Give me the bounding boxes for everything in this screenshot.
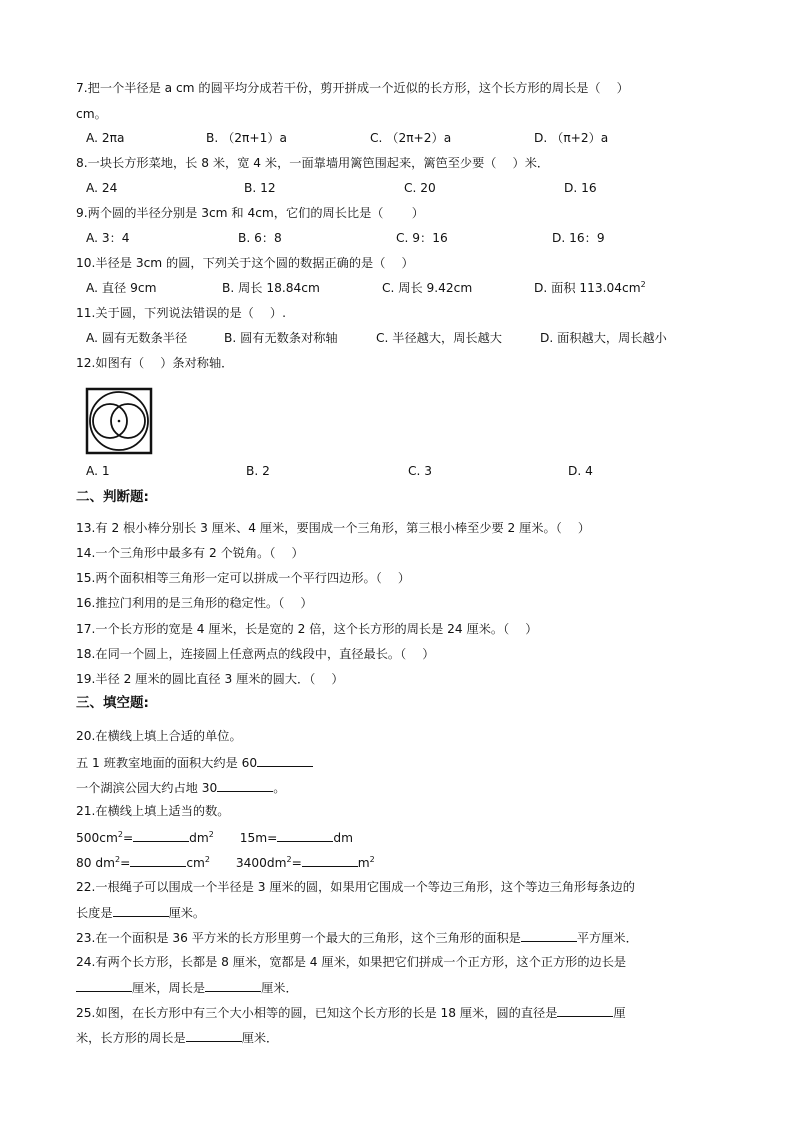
- answer-blank[interactable]: [130, 854, 186, 867]
- superscript: 2: [204, 855, 210, 864]
- q18-stem: 18.在同一个圆上，连接圆上任意两点的线段中，直径最长。（ ）: [76, 647, 435, 661]
- superscript: 2: [369, 855, 375, 864]
- q24-text-a: 厘米，周长是: [132, 981, 206, 995]
- answer-blank[interactable]: [521, 929, 577, 942]
- q23-text-b: 平方厘米．: [576, 931, 638, 945]
- q22-stem: 22.一根绳子可以围成一个半径是 3 厘米的圆，如果用它围成一个等边三角形，这个等边三角形每条边的: [76, 880, 635, 894]
- q9-option-c[interactable]: C. 9：16: [396, 231, 448, 245]
- q11-option-c[interactable]: C. 半径越大，周长越大: [376, 331, 502, 345]
- answer-blank[interactable]: [205, 979, 261, 992]
- q12-stem: 12.如图有（ ）条对称轴．: [76, 356, 234, 370]
- q10-option-c[interactable]: C. 周长 9.42cm: [382, 281, 473, 295]
- q11-option-b[interactable]: B. 圆有无数条对称轴: [224, 331, 338, 345]
- q10-option-d[interactable]: [534, 280, 646, 296]
- unit: dm: [189, 831, 209, 845]
- superscript: 2: [286, 855, 292, 864]
- answer-blank[interactable]: [257, 754, 313, 767]
- q25-stem-cont: [76, 1029, 278, 1046]
- q10-option-d-text: D. 面积 113.04cm: [534, 281, 641, 295]
- q20-item-b: [76, 779, 285, 796]
- q7-option-c[interactable]: C. （2π+2）a: [370, 131, 452, 145]
- q21-stem: 21.在横线上填上适当的数。: [76, 804, 230, 818]
- section-judgement-title: 二、判断题:: [76, 489, 149, 505]
- q8-option-a[interactable]: A. 24: [86, 181, 118, 195]
- answer-blank[interactable]: [76, 979, 132, 992]
- q25-text-a: 25.如图，在长方形中有三个大小相等的圆，已知这个长方形的长是 18 厘米，圆的直径是: [76, 1006, 558, 1020]
- answer-blank[interactable]: [277, 829, 333, 842]
- q17-stem: 17.一个长方形的宽是 4 厘米，长是宽的 2 倍，这个长方形的周长是 24 厘米。（ ）: [76, 622, 538, 636]
- q11-option-d[interactable]: D. 面积越大，周长越小: [540, 331, 667, 345]
- equals: =: [120, 856, 131, 870]
- answer-blank[interactable]: [186, 1029, 242, 1042]
- q22-stem-cont: [76, 904, 205, 921]
- q8-stem: 8.一块长方形菜地，长 8 米，宽 4 米，一面靠墙用篱笆围起来，篱笆至少要（ ）米．: [76, 156, 550, 170]
- q20-item-a: [76, 754, 313, 771]
- superscript: 2: [208, 830, 214, 839]
- q9-option-a[interactable]: A. 3：4: [86, 231, 130, 245]
- q22-text-a: 长度是: [76, 906, 113, 920]
- q7-option-b[interactable]: B. （2π+1）a: [206, 131, 288, 145]
- q23-stem: [76, 929, 638, 946]
- superscript: 2: [640, 280, 646, 289]
- q11-stem: 11.关于圆，下列说法错误的是（ ）.: [76, 306, 286, 320]
- q8-option-d[interactable]: D. 16: [564, 181, 597, 195]
- q12-option-d[interactable]: D. 4: [568, 464, 593, 478]
- q12-figure: [84, 386, 154, 456]
- q14-stem: 14.一个三角形中最多有 2 个锐角。（ ）: [76, 546, 304, 560]
- unit: cm: [186, 856, 205, 870]
- q8-option-b[interactable]: B. 12: [244, 181, 276, 195]
- q10-option-a[interactable]: A. 直径 9cm: [86, 281, 157, 295]
- q22-text-b: 厘米。: [168, 906, 206, 920]
- equals: =: [291, 856, 302, 870]
- superscript: 2: [115, 855, 121, 864]
- q10-option-b[interactable]: B. 周长 18.84cm: [222, 281, 320, 295]
- q24-stem: 24.有两个长方形，长都是 8 厘米，宽都是 4 厘米，如果把它们拼成一个正方形，这个正方形的边长是: [76, 955, 627, 969]
- q20-b-end: 。: [273, 781, 286, 795]
- answer-blank[interactable]: [302, 854, 358, 867]
- q7-stem: 7.把一个半径是 a cm 的圆平均分成若干份，剪开拼成一个近似的长方形，这个长方形的周长是（ ）: [76, 81, 629, 95]
- q24-stem-cont: [76, 979, 298, 996]
- answer-blank[interactable]: [557, 1004, 613, 1017]
- unit: dm: [333, 831, 353, 845]
- answer-blank[interactable]: [133, 829, 189, 842]
- q13-stem: 13.有 2 根小棒分别长 3 厘米、4 厘米，要围成一个三角形，第三根小棒至少要 2 厘米。（ ）: [76, 521, 591, 535]
- q10-stem: 10.半径是 3cm 的圆，下列关于这个圆的数据正确的是（ ）: [76, 256, 414, 270]
- q23-text-a: 23.在一个面积是 36 平方米的长方形里剪一个最大的三角形，这个三角形的面积是: [76, 931, 521, 945]
- q21-r2b-text: 3400dm: [235, 856, 287, 870]
- q21-row-2: [76, 854, 375, 871]
- q25-stem: [76, 1004, 626, 1021]
- q15-stem: 15.两个面积相等三角形一定可以拼成一个平行四边形。（ ）: [76, 571, 411, 585]
- q25-text-b: 厘: [613, 1006, 626, 1020]
- q25-text-d: 厘米．: [241, 1031, 279, 1045]
- q9-option-d[interactable]: D. 16：9: [552, 231, 605, 245]
- q12-option-a[interactable]: A. 1: [86, 464, 110, 478]
- answer-blank[interactable]: [217, 779, 273, 792]
- unit: m: [357, 856, 370, 870]
- q9-stem: 9.两个圆的半径分别是 3cm 和 4cm，它们的周长比是（ ）: [76, 206, 424, 220]
- q12-option-b[interactable]: B. 2: [246, 464, 270, 478]
- q7-option-d[interactable]: D. （π+2）a: [534, 131, 609, 145]
- q25-text-c: 米，长方形的周长是: [76, 1031, 186, 1045]
- q11-option-a[interactable]: A. 圆有无数条半径: [86, 331, 188, 345]
- q7-stem-cont: cm。: [76, 107, 107, 121]
- section-fill-title: 三、填空题:: [76, 695, 149, 711]
- q24-text-b: 厘米．: [261, 981, 298, 995]
- q21-r1b-text: 15m=: [239, 831, 278, 845]
- answer-blank[interactable]: [113, 904, 169, 917]
- q9-option-b[interactable]: B. 6：8: [238, 231, 282, 245]
- q20-a-text: 五 1 班教室地面的面积大约是 60: [76, 756, 258, 770]
- q8-option-c[interactable]: C. 20: [404, 181, 436, 195]
- q21-row-1: [76, 829, 353, 846]
- q19-stem: 19.半径 2 厘米的圆比直径 3 厘米的圆大．（ ）: [76, 672, 344, 686]
- q16-stem: 16.推拉门利用的是三角形的稳定性。（ ）: [76, 596, 313, 610]
- q21-r1a-text: 500cm: [76, 831, 118, 845]
- q20-b-text: 一个湖滨公园大约占地 30: [76, 781, 218, 795]
- q7-option-a[interactable]: A. 2πa: [86, 131, 125, 145]
- q21-r2a-text: 80 dm: [76, 856, 115, 870]
- superscript: 2: [117, 830, 123, 839]
- q20-stem: 20.在横线上填上合适的单位。: [76, 729, 242, 743]
- equals: =: [122, 831, 134, 845]
- q12-option-c[interactable]: C. 3: [408, 464, 433, 478]
